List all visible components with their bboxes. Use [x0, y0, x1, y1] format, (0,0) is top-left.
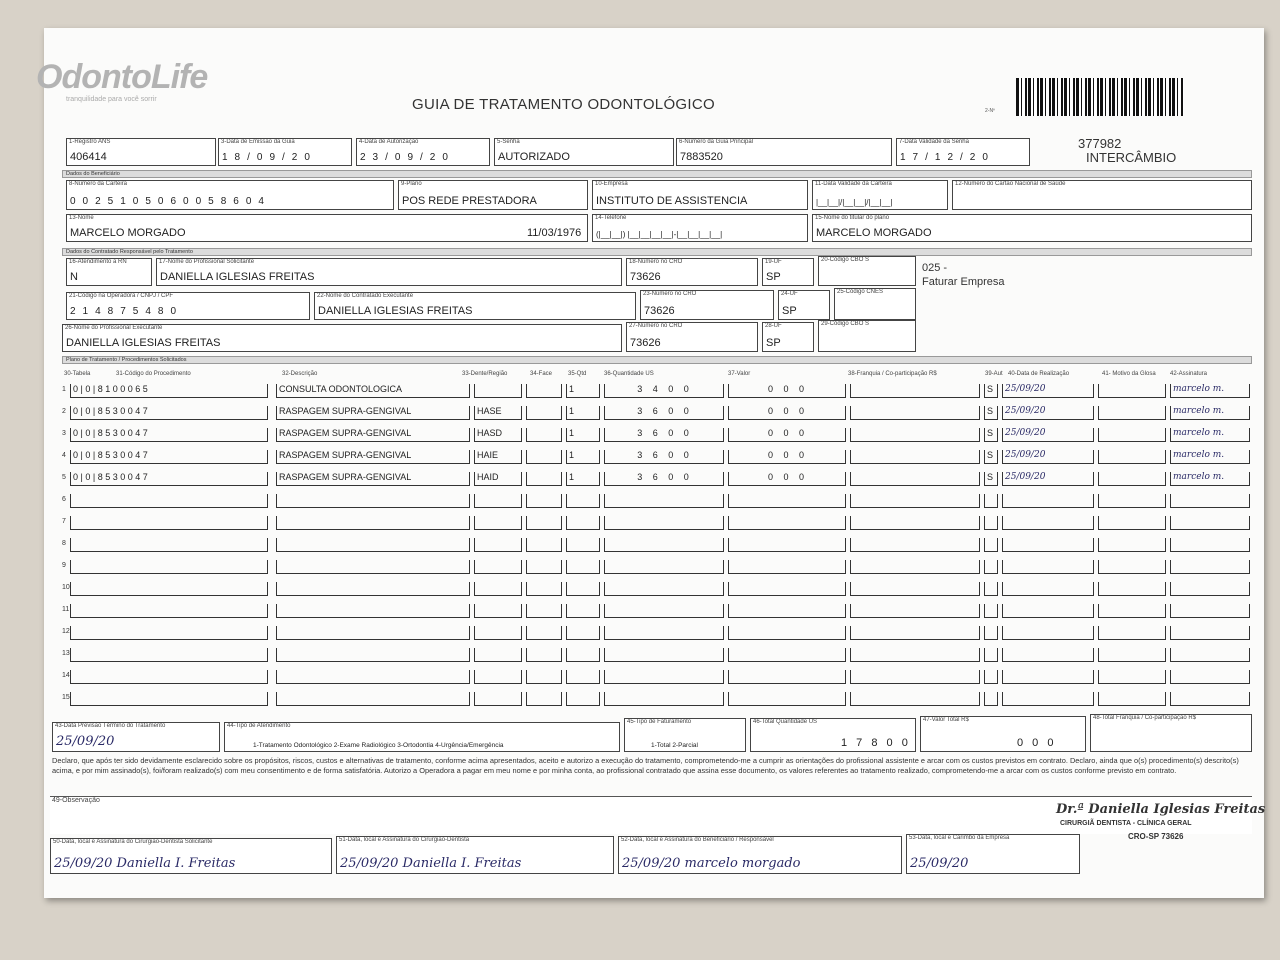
cell-dente — [474, 384, 522, 398]
table-row — [62, 580, 1252, 600]
cell-us — [604, 494, 724, 508]
table-row — [62, 646, 1252, 666]
cell-valor: 0 0 0 — [728, 450, 846, 464]
cell-franq — [850, 692, 980, 706]
cell-assinatura — [1170, 582, 1250, 596]
field-cnes: 25-Código CNES — [834, 288, 916, 320]
col-header-dente: 33-Dente/Região — [462, 371, 508, 377]
cbo-note-code: 025 - — [922, 262, 948, 274]
form-title: GUIA DE TRATAMENTO ODONTOLÓGICO — [412, 96, 715, 113]
cell-aut — [984, 516, 998, 530]
table-row — [62, 492, 1252, 512]
declaration-text: Declaro, que após ter sido devidamente esclarecido sobre os propósitos, riscos, custos e alternativas de tratamento, conforme acima apresentados, aceito e autorizo a execução do tratamento, comprometendo-me a cumprir as orientações do profissional assistente e arcar com os custos previstos em contrato. Declaro, ainda que o(s) procedimento(s) descrito(s) acima, e por mim assinado(s), foi/foram realizado(s) com meu consentimento e de forma satisfatória. Autorizo a Operadora a pagar em meu nome e por minha conta, ao profissional contratado que assina esse documento, os valores referentes ao tratamento realizado, comprometendo-me a arcar com os custos conforme previsto em contrato. — [52, 756, 1239, 775]
field-previsao-termino: 43-Data Previsão Término do Tratamento 25/09/20 — [52, 722, 220, 752]
cell-us: 3 6 0 0 — [604, 450, 724, 464]
cell-glosa — [1098, 582, 1166, 596]
cell-qtd — [566, 494, 600, 508]
col-header-aut: 39-Aut — [985, 371, 1003, 377]
field-telefone: 14-Telefone (|__|__|) |__|__|__|__|-|__|__|__|__| — [592, 214, 808, 242]
row-number: 12 — [62, 628, 70, 635]
cell-codigo: 0 | 0 | 8 1 0 0 0 6 5 — [70, 384, 268, 398]
cell-qtd — [566, 538, 600, 552]
cbo-note-text: Faturar Empresa — [922, 276, 1005, 288]
cell-data — [1002, 648, 1094, 662]
field-validade-carteira: 11-Data Validade da Carteira |__|__|/|__|__|/|__|__| — [812, 180, 948, 210]
cell-franq — [850, 560, 980, 574]
cell-descricao — [276, 560, 470, 574]
cell-franq — [850, 406, 980, 420]
table-row — [62, 426, 1252, 446]
cell-franq — [850, 384, 980, 398]
row-number: 14 — [62, 672, 70, 679]
cell-descricao — [276, 494, 470, 508]
row-number: 1 — [62, 386, 66, 393]
cell-glosa — [1098, 648, 1166, 662]
dentist-stamp-name: Dr.ª Daniella Iglesias Freitas — [1056, 802, 1266, 817]
cell-face — [526, 494, 562, 508]
cell-aut — [984, 560, 998, 574]
field-total-franquia: 48-Total Franquia / Co-participação R$ — [1090, 714, 1252, 752]
cell-aut: S — [984, 406, 998, 420]
cell-valor: 0 0 0 — [728, 428, 846, 442]
cell-codigo: 0 | 0 | 8 5 3 0 0 4 7 — [70, 406, 268, 420]
row-number: 9 — [62, 562, 66, 569]
cell-dente — [474, 494, 522, 508]
cell-face — [526, 670, 562, 684]
cell-qtd: 1 — [566, 428, 600, 442]
cell-franq — [850, 670, 980, 684]
cell-data — [1002, 626, 1094, 640]
cell-us: 3 6 0 0 — [604, 428, 724, 442]
cell-face — [526, 560, 562, 574]
cell-aut: S — [984, 472, 998, 486]
table-row — [62, 558, 1252, 578]
cell-franq — [850, 450, 980, 464]
cell-descricao — [276, 582, 470, 596]
cell-dente — [474, 604, 522, 618]
cell-descricao: CONSULTA ODONTOLOGICA — [276, 384, 470, 398]
cell-qtd — [566, 560, 600, 574]
cell-data — [1002, 692, 1094, 706]
cell-dente — [474, 560, 522, 574]
cell-face — [526, 384, 562, 398]
cell-dente — [474, 626, 522, 640]
cell-descricao: RASPAGEM SUPRA-GENGIVAL — [276, 450, 470, 464]
cell-valor — [728, 582, 846, 596]
cell-codigo — [70, 692, 268, 706]
cell-qtd — [566, 648, 600, 662]
cell-face — [526, 582, 562, 596]
cell-data — [1002, 516, 1094, 530]
row-number: 4 — [62, 452, 66, 459]
row-number: 6 — [62, 496, 66, 503]
cell-dente: HAIE — [474, 450, 522, 464]
field-cro-contratado: 23-Número no CRO 73626 — [640, 290, 774, 320]
cell-franq — [850, 604, 980, 618]
col-header-glosa: 41- Motivo da Glosa — [1102, 371, 1156, 377]
table-row — [62, 602, 1252, 622]
row-number: 5 — [62, 474, 66, 481]
cell-qtd — [566, 516, 600, 530]
cell-us — [604, 582, 724, 596]
cell-face — [526, 516, 562, 530]
cell-glosa — [1098, 604, 1166, 618]
cell-valor — [728, 516, 846, 530]
cell-codigo — [70, 670, 268, 684]
field-uf-contratado: 24-UF SP — [778, 290, 830, 320]
field-solicitante: 17-Nome do Profissional Solicitante DANIELLA IGLESIAS FREITAS — [156, 258, 622, 286]
cell-us: 3 4 0 0 — [604, 384, 724, 398]
field-numero-carteira: 8-Número da Carteira 0025105060058604 — [66, 180, 394, 210]
cell-qtd — [566, 692, 600, 706]
cell-descricao — [276, 670, 470, 684]
col-header-assinatura: 42-Assinatura — [1170, 371, 1208, 377]
cell-glosa — [1098, 494, 1166, 508]
field-data-autorizacao: 4-Data de Autorização 23/09/20 — [356, 138, 490, 166]
cell-glosa — [1098, 472, 1166, 486]
field-guia-principal: 6-Número da Guia Principal 7883520 — [676, 138, 892, 166]
cell-descricao — [276, 604, 470, 618]
logo-tagline: tranquilidade para você sorrir — [66, 96, 157, 103]
cell-data — [1002, 494, 1094, 508]
cell-aut: S — [984, 450, 998, 464]
cell-us — [604, 648, 724, 662]
cell-valor: 0 0 0 — [728, 472, 846, 486]
cell-us — [604, 604, 724, 618]
table-row — [62, 668, 1252, 688]
field-tipo-atendimento: 44-Tipo de Atendimento 1-Tratamento Odontológico 2-Exame Radiológico 3-Ortodontia 4-Urgência/Emergência — [224, 722, 620, 752]
cell-aut — [984, 494, 998, 508]
cell-us — [604, 626, 724, 640]
cell-glosa — [1098, 626, 1166, 640]
cell-valor — [728, 494, 846, 508]
cell-valor — [728, 604, 846, 618]
cell-descricao — [276, 692, 470, 706]
company-logo: OdontoLife — [36, 58, 208, 96]
cell-qtd — [566, 626, 600, 640]
field-data-emissao: 3-Data de Emissão da Guia 18/09/20 — [218, 138, 352, 166]
cell-glosa — [1098, 538, 1166, 552]
cell-franq — [850, 494, 980, 508]
cell-assinatura: marcelo m. — [1170, 472, 1250, 486]
cell-valor — [728, 626, 846, 640]
row-number: 7 — [62, 518, 66, 525]
cell-aut: S — [984, 428, 998, 442]
cell-us — [604, 538, 724, 552]
guide-number: 377982 — [1078, 136, 1122, 151]
cell-face — [526, 428, 562, 442]
cell-descricao: RASPAGEM SUPRA-GENGIVAL — [276, 472, 470, 486]
cell-face — [526, 692, 562, 706]
row-number: 11 — [62, 606, 70, 613]
cell-data — [1002, 670, 1094, 684]
field-uf-solicitante: 19-UF SP — [762, 258, 814, 286]
col-header-qtd-us: 36-Quantidade US — [604, 371, 654, 377]
cell-aut — [984, 626, 998, 640]
field-cbo-executante: 29-Código CBO S — [818, 320, 916, 352]
cell-glosa — [1098, 516, 1166, 530]
cell-face — [526, 626, 562, 640]
field-cro-solicitante: 18-Número no CRO 73626 — [626, 258, 758, 286]
cell-codigo — [70, 538, 268, 552]
col-header-valor: 37-Valor — [728, 371, 751, 377]
cell-us — [604, 516, 724, 530]
cell-valor: 0 0 0 — [728, 384, 846, 398]
cell-data — [1002, 538, 1094, 552]
table-row — [62, 514, 1252, 534]
col-header-tabela: 30-Tabela — [64, 371, 91, 377]
col-header-franquia: 38-Franquia / Co-participação R$ — [848, 371, 937, 377]
cell-aut — [984, 670, 998, 684]
cell-descricao: RASPAGEM SUPRA-GENGIVAL — [276, 406, 470, 420]
cell-dente: HASE — [474, 406, 522, 420]
via-label: 2-Nº — [985, 108, 995, 114]
row-number: 13 — [62, 650, 70, 657]
cell-codigo — [70, 560, 268, 574]
cell-valor — [728, 560, 846, 574]
cell-assinatura — [1170, 516, 1250, 530]
cell-us — [604, 692, 724, 706]
cell-face — [526, 472, 562, 486]
cell-codigo — [70, 494, 268, 508]
field-validade-senha: 7-Data Validade da Senha 17/12/20 — [896, 138, 1030, 166]
cell-codigo — [70, 582, 268, 596]
col-header-descricao: 32-Descrição — [282, 371, 318, 377]
field-codigo-operadora: 21-Código na Operadora / CNPJ / CPF 214875480 — [66, 292, 310, 320]
cell-valor — [728, 648, 846, 662]
cell-franq — [850, 648, 980, 662]
cell-codigo: 0 | 0 | 8 5 3 0 0 4 7 — [70, 450, 268, 464]
field-profissional-executante: 26-Nome do Profissional Executante DANIELLA IGLESIAS FREITAS — [62, 324, 622, 352]
field-observacao: 49-Observação — [50, 796, 1252, 834]
col-header-face: 34-Face — [530, 371, 553, 377]
cell-glosa — [1098, 670, 1166, 684]
field-senha: 5-Senha AUTORIZADO — [494, 138, 674, 166]
field-carimbo-empresa: 53-Data, local e Carimbo da Empresa 25/09/20 — [906, 834, 1080, 874]
cell-dente — [474, 582, 522, 596]
cell-descricao — [276, 538, 470, 552]
table-row — [62, 624, 1252, 644]
cell-data: 25/09/20 — [1002, 472, 1094, 486]
cell-dente — [474, 538, 522, 552]
dentist-stamp-cro: CRO-SP 73626 — [1128, 832, 1184, 841]
cell-face — [526, 450, 562, 464]
field-assinatura-solicitante: 50-Data, local e Assinatura do Cirurgião-Dentista Solicitante 25/09/20 Daniella I. Freitas — [50, 838, 332, 874]
cell-descricao — [276, 516, 470, 530]
cell-assinatura — [1170, 648, 1250, 662]
cell-codigo — [70, 604, 268, 618]
cell-data — [1002, 604, 1094, 618]
table-row — [62, 382, 1252, 402]
cell-dente — [474, 516, 522, 530]
cell-glosa — [1098, 692, 1166, 706]
field-empresa: 10-Empresa INSTITUTO DE ASSISTENCIA — [592, 180, 808, 210]
cell-aut — [984, 648, 998, 662]
col-header-data: 40-Data de Realização — [1008, 371, 1070, 377]
field-total-us: 46-Total Quantidade US 1 7 8 0 0 — [750, 718, 916, 752]
cell-aut — [984, 692, 998, 706]
cell-assinatura: marcelo m. — [1170, 428, 1250, 442]
cell-franq — [850, 472, 980, 486]
cell-assinatura — [1170, 604, 1250, 618]
cell-franq — [850, 582, 980, 596]
cell-assinatura — [1170, 692, 1250, 706]
cell-valor — [728, 538, 846, 552]
cell-face — [526, 604, 562, 618]
cell-dente — [474, 648, 522, 662]
table-row — [62, 470, 1252, 490]
field-nome: 13-Nome MARCELO MORGADO 11/03/1976 — [66, 214, 588, 242]
table-row — [62, 448, 1252, 468]
table-row — [62, 404, 1252, 424]
cell-face — [526, 648, 562, 662]
table-row — [62, 536, 1252, 556]
cell-qtd: 1 — [566, 450, 600, 464]
col-header-qtd: 35-Qtd — [568, 371, 587, 377]
cell-qtd: 1 — [566, 472, 600, 486]
cell-qtd — [566, 670, 600, 684]
row-number: 15 — [62, 694, 70, 701]
barcode — [1016, 78, 1184, 116]
cell-codigo: 0 | 0 | 8 5 3 0 0 4 7 — [70, 472, 268, 486]
field-titular: 15-Nome do titular do plano MARCELO MORGADO — [812, 214, 1252, 242]
cell-qtd — [566, 582, 600, 596]
section-plano-tratamento: Plano de Tratamento / Procedimentos Solicitados — [62, 356, 1252, 364]
cell-aut — [984, 604, 998, 618]
dentist-stamp-role: CIRURGIÃ DENTISTA - CLÍNICA GERAL — [1060, 820, 1192, 827]
cell-assinatura — [1170, 626, 1250, 640]
field-cro-executante: 27-Número no CRO 73626 — [626, 322, 758, 352]
cell-aut: S — [984, 384, 998, 398]
cell-face — [526, 406, 562, 420]
cell-descricao: RASPAGEM SUPRA-GENGIVAL — [276, 428, 470, 442]
section-contratado: Dados do Contratado Responsável pelo Tratamento — [62, 248, 1252, 256]
cell-dente — [474, 670, 522, 684]
cell-codigo — [70, 626, 268, 640]
cell-assinatura: marcelo m. — [1170, 450, 1250, 464]
cell-assinatura: marcelo m. — [1170, 384, 1250, 398]
cell-data: 25/09/20 — [1002, 406, 1094, 420]
cell-franq — [850, 428, 980, 442]
cell-assinatura — [1170, 670, 1250, 684]
field-atendimento-rn: 16-Atendimento a RN N — [66, 258, 152, 286]
cell-dente — [474, 692, 522, 706]
cell-assinatura — [1170, 560, 1250, 574]
cell-qtd — [566, 604, 600, 618]
cell-assinatura: marcelo m. — [1170, 406, 1250, 420]
cell-glosa — [1098, 428, 1166, 442]
field-uf-executante: 28-UF SP — [762, 322, 814, 352]
cell-aut — [984, 538, 998, 552]
cell-glosa — [1098, 384, 1166, 398]
cell-data — [1002, 560, 1094, 574]
cell-valor — [728, 670, 846, 684]
cell-us — [604, 670, 724, 684]
field-cartao-nacional: 12-Número do Cartão Nacional de Saúde — [952, 180, 1252, 210]
row-number: 2 — [62, 408, 66, 415]
cell-valor: 0 0 0 — [728, 406, 846, 420]
cell-dente: HASD — [474, 428, 522, 442]
cell-data: 25/09/20 — [1002, 450, 1094, 464]
cell-us — [604, 560, 724, 574]
cell-glosa — [1098, 560, 1166, 574]
row-number: 8 — [62, 540, 66, 547]
cell-descricao — [276, 648, 470, 662]
cell-codigo — [70, 648, 268, 662]
col-header-codigo: 31-Código do Procedimento — [116, 371, 191, 377]
cell-glosa — [1098, 450, 1166, 464]
cell-qtd: 1 — [566, 406, 600, 420]
cell-valor — [728, 692, 846, 706]
row-number: 3 — [62, 430, 66, 437]
cell-aut — [984, 582, 998, 596]
section-beneficiario: Dados do Beneficiário — [62, 170, 1252, 178]
field-tipo-faturamento: 45-Tipo de Faturamento 1-Total 2-Parcial — [624, 718, 746, 752]
cell-us: 3 6 0 0 — [604, 406, 724, 420]
row-number: 10 — [62, 584, 70, 591]
field-assinatura-beneficiario: 52-Data, local e Assinatura do Beneficiário / Responsável 25/09/20 marcelo morgado — [618, 836, 902, 874]
intercambio-label: INTERCÂMBIO — [1086, 150, 1177, 165]
cell-descricao — [276, 626, 470, 640]
field-contratado-executante: 22-Nome do Contratado Executante DANIELLA IGLESIAS FREITAS — [314, 292, 636, 320]
cell-assinatura — [1170, 494, 1250, 508]
cell-data: 25/09/20 — [1002, 384, 1094, 398]
field-registro-ans: 1-Registro ANS 406414 — [66, 138, 216, 166]
cell-us: 3 6 0 0 — [604, 472, 724, 486]
cell-dente: HAID — [474, 472, 522, 486]
cell-franq — [850, 538, 980, 552]
field-assinatura-dentista: 51-Data, local e Assinatura do Cirurgião-Dentista 25/09/20 Daniella I. Freitas — [336, 836, 614, 874]
cell-data: 25/09/20 — [1002, 428, 1094, 442]
cell-franq — [850, 516, 980, 530]
cell-franq — [850, 626, 980, 640]
cell-codigo — [70, 516, 268, 530]
cell-glosa — [1098, 406, 1166, 420]
field-cbo-solicitante: 20-Código CBO S — [818, 256, 916, 286]
cell-data — [1002, 582, 1094, 596]
cell-qtd: 1 — [566, 384, 600, 398]
cell-codigo: 0 | 0 | 8 5 3 0 0 4 7 — [70, 428, 268, 442]
field-valor-total: 47-Valor Total R$ 0 0 0 — [920, 716, 1086, 752]
cell-face — [526, 538, 562, 552]
field-plano: 9-Plano POS REDE PRESTADORA — [398, 180, 588, 210]
table-row — [62, 690, 1252, 710]
cell-assinatura — [1170, 538, 1250, 552]
